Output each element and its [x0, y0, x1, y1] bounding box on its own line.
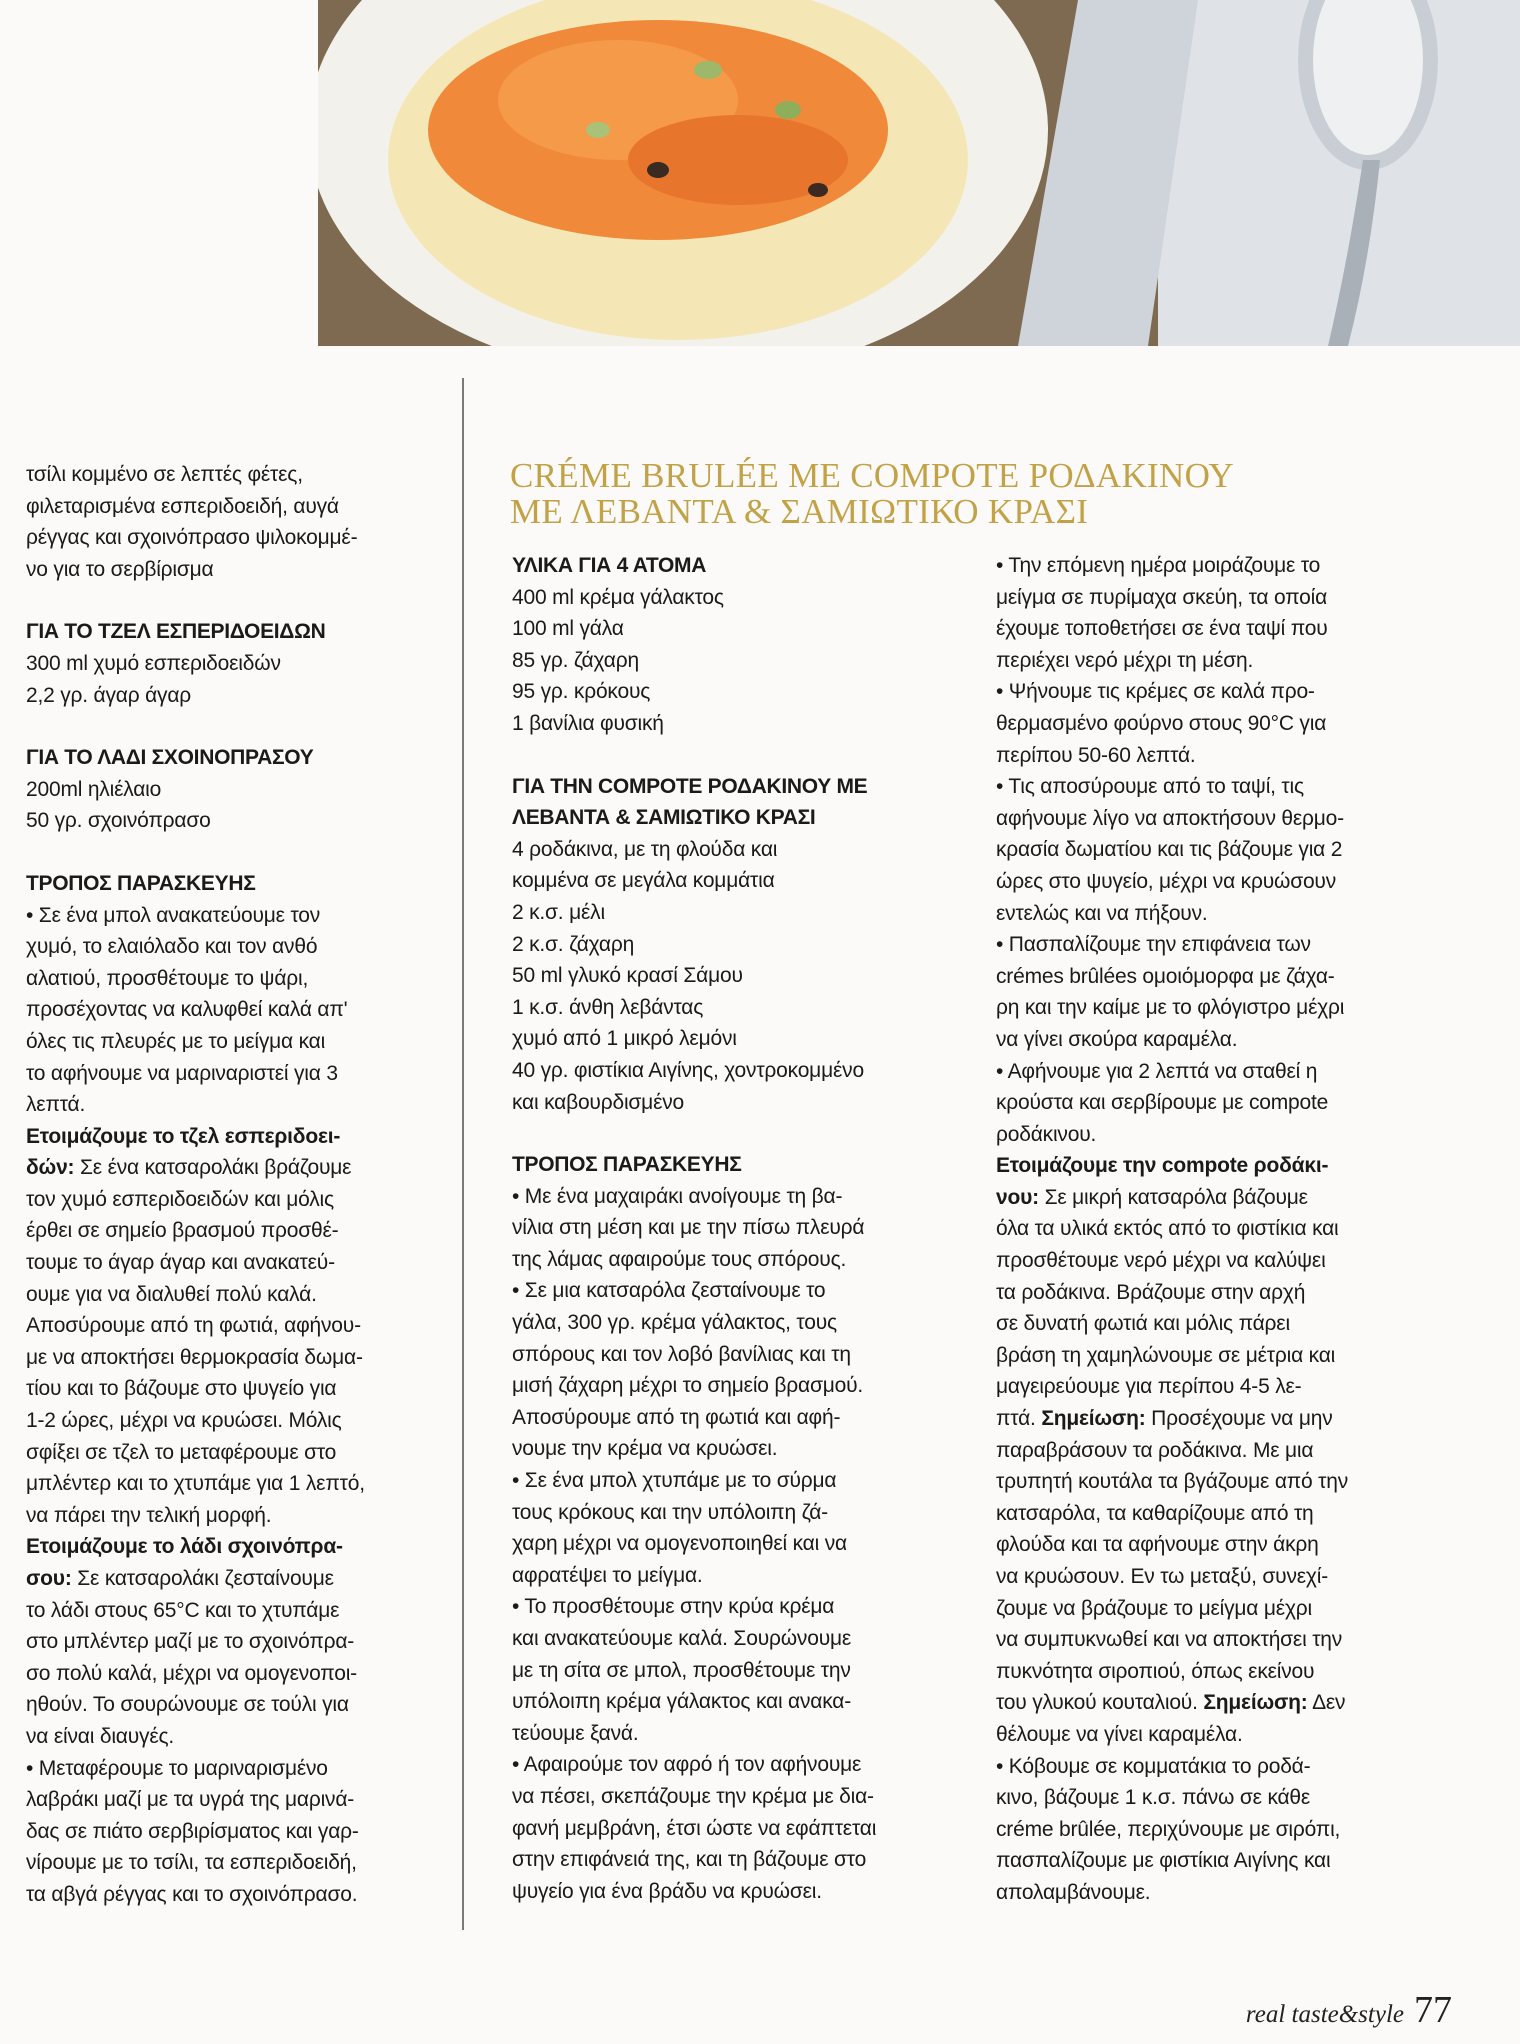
- compote-heading: ΛΕΒΑΝΤΑ & ΣΑΜΙΩΤΙΚΟ ΚΡΑΣΙ: [512, 806, 816, 830]
- oil-text-start: Σε κατσαρολάκι ζεσταίνουμε: [71, 1567, 334, 1590]
- compote-ingredient: 40 γρ. φιστίκια Αιγίνης, χοντροκομμένο: [512, 1058, 864, 1082]
- final-step: κινο, βάζουμε 1 κ.σ. πάνω σε κάθε: [996, 1786, 1311, 1810]
- method-line: και ανακατεύουμε καλά. Σουρώνουμε: [512, 1627, 852, 1650]
- gel-text: με να αποκτήσει θερμοκρασία δωμα-: [26, 1345, 363, 1369]
- recipe-title-line: ΜΕ ΛΕΒΑΝΤΑ & ΣΑΜΙΩΤΙΚΟ ΚΡΑΣΙ: [510, 492, 1089, 531]
- compote-ingredient: 2 κ.σ. ζάχαρη: [512, 932, 635, 956]
- method-line: στην επιφάνειά της, και τη βάζουμε στο: [512, 1848, 867, 1872]
- compote-lead: Ετοιμάζουμε την compote ροδάκι-: [996, 1154, 1329, 1178]
- gel-ingredient: 300 ml χυμό εσπεριδοειδών: [26, 651, 281, 675]
- gel-text: να πάρει την τελική μορφή.: [26, 1503, 272, 1527]
- note2-pre: του γλυκού κουταλιού.: [996, 1691, 1204, 1715]
- magazine-brand: real taste&style: [1245, 2001, 1404, 2028]
- method-line: χυμό, το ελαιόλαδο και τον ανθό: [26, 935, 318, 959]
- final-step: τα αβγά ρέγγας και το σχοινόπρασο.: [26, 1882, 358, 1906]
- note-label: Σημείωση:: [1041, 1407, 1146, 1431]
- column-divider: [462, 378, 464, 1930]
- column-3: [996, 550, 1448, 1909]
- recipe-title: [510, 458, 1370, 530]
- ingredient: 400 ml κρέμα γάλακτος: [512, 585, 724, 609]
- final-step: • Κόβουμε σε κομματάκια το ροδά-: [996, 1754, 1311, 1778]
- method-line: • Πασπαλίζουμε την επιφάνεια των: [996, 933, 1311, 957]
- oil-text: το λάδι στους 65°C και το χτυπάμε: [26, 1598, 340, 1622]
- method-line: αφήνουμε λίγο να αποκτήσουν θερμο-: [996, 806, 1344, 830]
- method-line: • Με ένα μαχαιράκι ανοίγουμε τη βα-: [512, 1184, 843, 1208]
- oil-lead: Ετοιμάζουμε το λάδι σχοινόπρα-: [26, 1535, 343, 1559]
- gel-lead: Ετοιμάζουμε το τζελ εσπεριδοει-: [26, 1124, 341, 1148]
- note-text: φλούδα και τα αφήνουμε στην άκρη: [996, 1533, 1319, 1557]
- column-2: [512, 550, 962, 1907]
- compote-lead-end: νου:: [996, 1185, 1039, 1209]
- method-line: • Το προσθέτουμε στην κρύα κρέμα: [512, 1595, 835, 1619]
- method-line: • Τις αποσύρουμε από το ταψί, τις: [996, 775, 1304, 799]
- gel-text: ουμε για να διαλυθεί πολύ καλά.: [26, 1282, 317, 1306]
- intro-line: νο για το σερβίρισμα: [26, 557, 214, 581]
- note-text: ζουμε να βράζουμε το μείγμα μέχρι: [996, 1596, 1312, 1620]
- method-line: • Ψήνουμε τις κρέμες σε καλά προ-: [996, 680, 1315, 704]
- method-line: το αφήνουμε να μαριναριστεί για 3: [26, 1061, 338, 1085]
- method-line: γάλα, 300 γρ. κρέμα γάλακτος, τους: [512, 1311, 837, 1335]
- method-line: νουμε την κρέμα να κρυώσει.: [512, 1437, 778, 1461]
- method-line: αφρατέψει το μείγμα.: [512, 1563, 703, 1587]
- gel-text-start: Σε ένα κατσαρολάκι βράζουμε: [74, 1156, 352, 1180]
- compote-text: μαγειρεύουμε για περίπου 4-5 λε-: [996, 1375, 1302, 1399]
- oil-text: να είναι διαυγές.: [26, 1724, 175, 1748]
- compote-ingredient: και καβουρδισμένο: [512, 1090, 685, 1114]
- method-line: ροδάκινου.: [996, 1122, 1097, 1146]
- recipe-title-line: CRÉME BRULÉE ΜΕ COMPOTE ΡΟΔΑΚΙΝΟΥ: [510, 456, 1234, 495]
- compote-text: σε δυνατή φωτιά και μόλις πάρει: [996, 1312, 1290, 1336]
- ingredient: 1 βανίλια φυσική: [512, 711, 664, 735]
- method-line: υπόλοιπη κρέμα γάλακτος και ανακα-: [512, 1690, 852, 1714]
- oil-lead-end: σου:: [26, 1567, 72, 1590]
- compote-text: προσθέτουμε νερό μέχρι να καλύψει: [996, 1249, 1326, 1273]
- note-text: να κρυώσουν. Εν τω μεταξύ, συνεχί-: [996, 1565, 1329, 1588]
- note-line: [996, 1403, 1448, 1435]
- oil-ingredient: 50 γρ. σχοινόπρασο: [26, 809, 211, 833]
- page-footer: [1246, 1988, 1452, 2032]
- note-pre: πτά.: [996, 1407, 1036, 1431]
- final-step: νίρουμε με το τσίλι, τα εσπεριδοειδή,: [26, 1851, 357, 1875]
- method-line: κρασία δωματίου και τις βάζουμε για 2: [996, 838, 1343, 862]
- note-text: να συμπυκνωθεί και να αποκτήσει την: [996, 1628, 1343, 1652]
- method-line: νίλια στη μέση και με την πίσω πλευρά: [512, 1216, 865, 1240]
- compote-ingredient: κομμένα σε μεγάλα κομμάτια: [512, 869, 775, 893]
- gel-heading: ΓΙΑ ΤΟ ΤΖΕΛ ΕΣΠΕΡΙΔΟΕΙΔΩΝ: [26, 620, 326, 644]
- oil-text: σο πολύ καλά, μέχρι να ομογενοποι-: [26, 1661, 357, 1685]
- ingredient: 95 γρ. κρόκους: [512, 680, 651, 704]
- note2-text: θέλουμε να γίνει καραμέλα.: [996, 1722, 1243, 1746]
- intro-line: φιλεταρισμένα εσπεριδοειδή, αυγά: [26, 494, 339, 518]
- compote-text: βράση τη χαμηλώνουμε σε μέτρια και: [996, 1343, 1336, 1367]
- oil-heading: ΓΙΑ ΤΟ ΛΑΔΙ ΣΧΟΙΝΟΠΡΑΣΟΥ: [26, 746, 314, 770]
- method-line: μείγμα σε πυρίμαχα σκεύη, τα οποία: [996, 585, 1328, 609]
- page-number: 77: [1414, 1989, 1452, 2031]
- intro-line: ρέγγας και σχοινόπρασο ψιλοκομμέ-: [26, 526, 358, 550]
- method-line: αλατιού, προσθέτουμε το ψάρι,: [26, 966, 309, 990]
- method-line: έχουμε τοποθετήσει σε ένα ταψί που: [996, 617, 1328, 641]
- note-text: παραβράσουν τα ροδάκινα. Με μια: [996, 1438, 1314, 1462]
- gel-text: τον χυμό εσπεριδοειδών και μόλις: [26, 1187, 334, 1211]
- final-step: απολαμβάνουμε.: [996, 1880, 1151, 1904]
- compote-text-start: Σε μικρή κατσαρόλα βάζουμε: [1038, 1185, 1308, 1209]
- method-line: • Αφήνουμε για 2 λεπτά να σταθεί η: [996, 1059, 1318, 1083]
- compote-text: όλα τα υλικά εκτός από το φιστίκια και: [996, 1217, 1339, 1241]
- method-line: • Σε ένα μπολ ανακατεύουμε τον: [26, 903, 321, 927]
- method-line: φανή μεμβράνη, έτσι ώστε να εφάπτεται: [512, 1816, 877, 1840]
- method-line: crémes brûlées ομοιόμορφα με ζάχα-: [996, 964, 1335, 988]
- compote-ingredient: 4 ροδάκινα, με τη φλούδα και: [512, 837, 778, 861]
- column-1: [26, 459, 440, 1911]
- compote-lead-line: [996, 1182, 1448, 1214]
- compote-text: τα ροδάκινα. Βράζουμε στην αρχή: [996, 1280, 1306, 1304]
- gel-text: έρθει σε σημείο βρασμού προσθέ-: [26, 1219, 339, 1243]
- final-step: λαβράκι μαζί με τα υγρά της μαρινά-: [26, 1788, 355, 1812]
- gel-text: σφίξει σε τζελ το μεταφέρουμε στο: [26, 1440, 337, 1464]
- gel-text: τουμε το άγαρ άγαρ και ανακατεύ-: [26, 1251, 335, 1275]
- compote-ingredient: 50 ml γλυκό κρασί Σάμου: [512, 964, 743, 988]
- dessert-photo-illustration: [318, 0, 1520, 346]
- note-text: τρυπητή κουτάλα τα βγάζουμε από την: [996, 1470, 1349, 1494]
- compote-ingredient: 2 κ.σ. μέλι: [512, 900, 605, 924]
- note-text: κατσαρόλα, τα καθαρίζουμε από τη: [996, 1501, 1314, 1525]
- method-heading: ΤΡΟΠΟΣ ΠΑΡΑΣΚΕΥΗΣ: [26, 871, 256, 895]
- note-text-start: Προσέχουμε να μην: [1145, 1407, 1333, 1431]
- gel-text: Αποσύρουμε από τη φωτιά, αφήνου-: [26, 1314, 361, 1338]
- method-line: • Την επόμενη ημέρα μοιράζουμε το: [996, 554, 1321, 577]
- method-line: μισή ζάχαρη μέχρι το σημείο βρασμού.: [512, 1374, 864, 1398]
- gel-lead-line: [26, 1152, 440, 1184]
- method-line: • Αφαιρούμε τον αφρό ή τον αφήνουμε: [512, 1753, 862, 1777]
- gel-text: μπλέντερ και το χτυπάμε για 1 λεπτό,: [26, 1472, 365, 1496]
- gel-lead-end: δών:: [26, 1156, 75, 1180]
- method-line: λεπτά.: [26, 1093, 86, 1117]
- note2-text-start: Δεν: [1307, 1691, 1346, 1715]
- method-line: να πέσει, σκεπάζουμε την κρέμα με δια-: [512, 1784, 874, 1808]
- gel-text: τίου και το βάζουμε στο ψυγείο για: [26, 1377, 337, 1401]
- method-line: με τη σίτα σε μπολ, προσθέτουμε την: [512, 1658, 851, 1682]
- method-line: εντελώς και να πήξουν.: [996, 901, 1208, 925]
- method-line: προσέχοντας να καλυφθεί καλά απ': [26, 998, 348, 1022]
- method-line: χαρη μέχρι να ομογενοποιηθεί και να: [512, 1532, 847, 1556]
- compote-ingredient: χυμό από 1 μικρό λεμόνι: [512, 1027, 737, 1051]
- method-line: ψυγείο για ένα βράδυ να κρυώσει.: [512, 1879, 822, 1903]
- method-heading: ΤΡΟΠΟΣ ΠΑΡΑΣΚΕΥΗΣ: [512, 1153, 742, 1177]
- method-line: περίπου 50-60 λεπτά.: [996, 743, 1196, 767]
- oil-lead-line: [26, 1563, 440, 1595]
- gel-text: 1-2 ώρες, μέχρι να κρυώσει. Μόλις: [26, 1409, 342, 1433]
- ingredients-heading: ΥΛΙΚΑ ΓΙΑ 4 ΑΤΟΜΑ: [512, 554, 707, 577]
- dessert-photo: [318, 0, 1520, 346]
- method-line: Αποσύρουμε από τη φωτιά και αφή-: [512, 1405, 841, 1429]
- oil-ingredient: 200ml ηλιέλαιο: [26, 777, 162, 801]
- note-text: πυκνότητα σιροπιού, όπως εκείνου: [996, 1659, 1315, 1683]
- final-step: créme brûlée, περιχύνουμε με σιρόπι,: [996, 1817, 1341, 1841]
- method-line: της λάμας αφαιρούμε τους σπόρους.: [512, 1247, 847, 1271]
- intro-line: τσίλι κομμένο σε λεπτές φέτες,: [26, 463, 303, 486]
- method-line: τεύουμε ξανά.: [512, 1721, 639, 1745]
- ingredient: 85 γρ. ζάχαρη: [512, 648, 639, 672]
- gel-ingredient: 2,2 γρ. άγαρ άγαρ: [26, 683, 192, 707]
- method-line: • Σε ένα μπολ χτυπάμε με το σύρμα: [512, 1469, 837, 1493]
- method-line: ρη και την καίμε με το φλόγιστρο μέχρι: [996, 996, 1345, 1020]
- method-line: ώρες στο ψυγείο, μέχρι να κρυώσουν: [996, 869, 1337, 893]
- method-line: τους κρόκους και την υπόλοιπη ζά-: [512, 1500, 828, 1524]
- compote-heading: ΓΙΑ ΤΗΝ COMPOTE ΡΟΔΑΚΙΝΟΥ ΜΕ: [512, 774, 868, 798]
- method-line: κρούστα και σερβίρουμε με compote: [996, 1091, 1329, 1115]
- oil-text: στο μπλέντερ μαζί με το σχοινόπρα-: [26, 1630, 355, 1654]
- method-line: • Σε μια κατσαρόλα ζεσταίνουμε το: [512, 1279, 826, 1303]
- method-line: περιέχει νερό μέχρι τη μέση.: [996, 648, 1254, 672]
- method-line: να γίνει σκούρα καραμέλα.: [996, 1027, 1238, 1051]
- final-step: δας σε πιάτο σερβιρίσματος και γαρ-: [26, 1819, 359, 1843]
- note2-label: Σημείωση:: [1203, 1691, 1308, 1715]
- ingredient: 100 ml γάλα: [512, 617, 624, 641]
- final-step: πασπαλίζουμε με φιστίκια Αιγίνης και: [996, 1849, 1331, 1873]
- compote-ingredient: 1 κ.σ. άνθη λεβάντας: [512, 995, 704, 1019]
- method-line: θερμασμένο φούρνο στους 90°C για: [996, 711, 1327, 735]
- final-step: • Μεταφέρουμε το μαριναρισμένο: [26, 1756, 328, 1780]
- note2-line: [996, 1687, 1448, 1719]
- oil-text: ηθούν. Το σουρώνουμε σε τούλι για: [26, 1693, 349, 1717]
- method-line: όλες τις πλευρές με το μείγμα και: [26, 1029, 326, 1053]
- method-line: σπόρους και τον λοβό βανίλιας και τη: [512, 1342, 851, 1366]
